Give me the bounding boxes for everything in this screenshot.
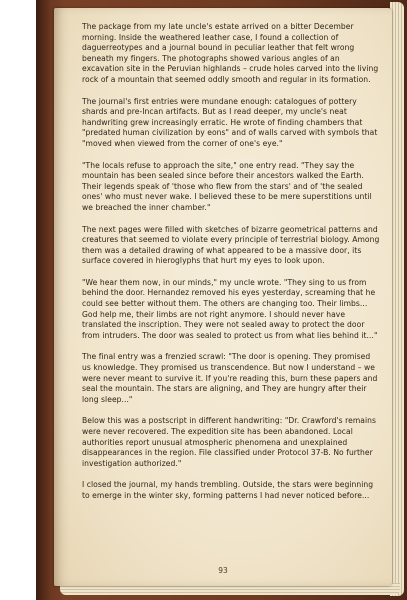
paragraph: The final entry was a frenzied scrawl: "The door is opening. They promised us knowledge. They promised us transcendence. But now I understand – we were never meant to survive it. If you're reading this, burn these papers and seal the mountain. The stars are aligning, and They are hungry after their long sleep..." (82, 352, 378, 404)
paragraph: Below this was a postscript in different handwriting: "Dr. Crawford's remains were never recovered. The expedition site has been abandoned. Local authorities report unusual atmospheric phenomena and unexplained disappearances in the region. File classified under Protocol 37-B. No further investigation authorized." (82, 416, 377, 468)
book-page (54, 8, 392, 586)
page-text (82, 22, 380, 513)
book-spine (36, 0, 52, 600)
paragraph: The next pages were filled with sketches of bizarre geometrical patterns and creatures that seemed to violate every principle of terrestrial biology. Among them was a detailed drawing of what appeared to be a massive door, its surface covered in hieroglyphs that hurt my eyes to look upon. (82, 224, 380, 266)
page-edges-right (390, 2, 404, 596)
paragraph: I closed the journal, my hands trembling. Outside, the stars were beginning to emerge in the winter sky, forming patterns I had never noticed before... (82, 480, 374, 500)
paragraph: "We hear them now, in our minds," my uncle wrote. "They sing to us from behind the door. Hernandez removed his eyes yesterday, screaming that he could see better without them. The others are changing too. Their limbs... God help me, their limbs are not right anymore. I should never have translated the inscription. They were not sealed away to protect the door from intruders. The door was sealed to protect us from what lies behind it..." (82, 277, 378, 340)
paragraph: "The locals refuse to approach the site," one entry read. "They say the mountain has been sealed since before their ancestors walked the Earth. Their legends speak of 'those who flew from the stars' and of 'the sealed ones' who must never wake. I believed these to be mere superstitions until we breached the inner chamber." (82, 160, 372, 212)
page-number: 93 (218, 566, 228, 575)
paragraph: The journal's first entries were mundane enough: catalogues of pottery shards and pre-Incan artifacts. But as I read deeper, my uncle's neat handwriting grew increasingly erratic. He wrote of finding chambers that "predated human civilization by eons" and of walls carved with symbols that "moved when viewed from the corner of one's eye." (82, 96, 378, 148)
paragraph: The package from my late uncle's estate arrived on a bitter December morning. Inside the weathered leather case, I found a collection of daguerreotypes and a journal bound in peculiar leather that felt wrong beneath my fingers. The photographs showed various angles of an excavation site in the Peruvian highlands – crude holes carved into the living rock of a mountain that seemed oddly smooth and regular in its formation. (82, 22, 379, 84)
